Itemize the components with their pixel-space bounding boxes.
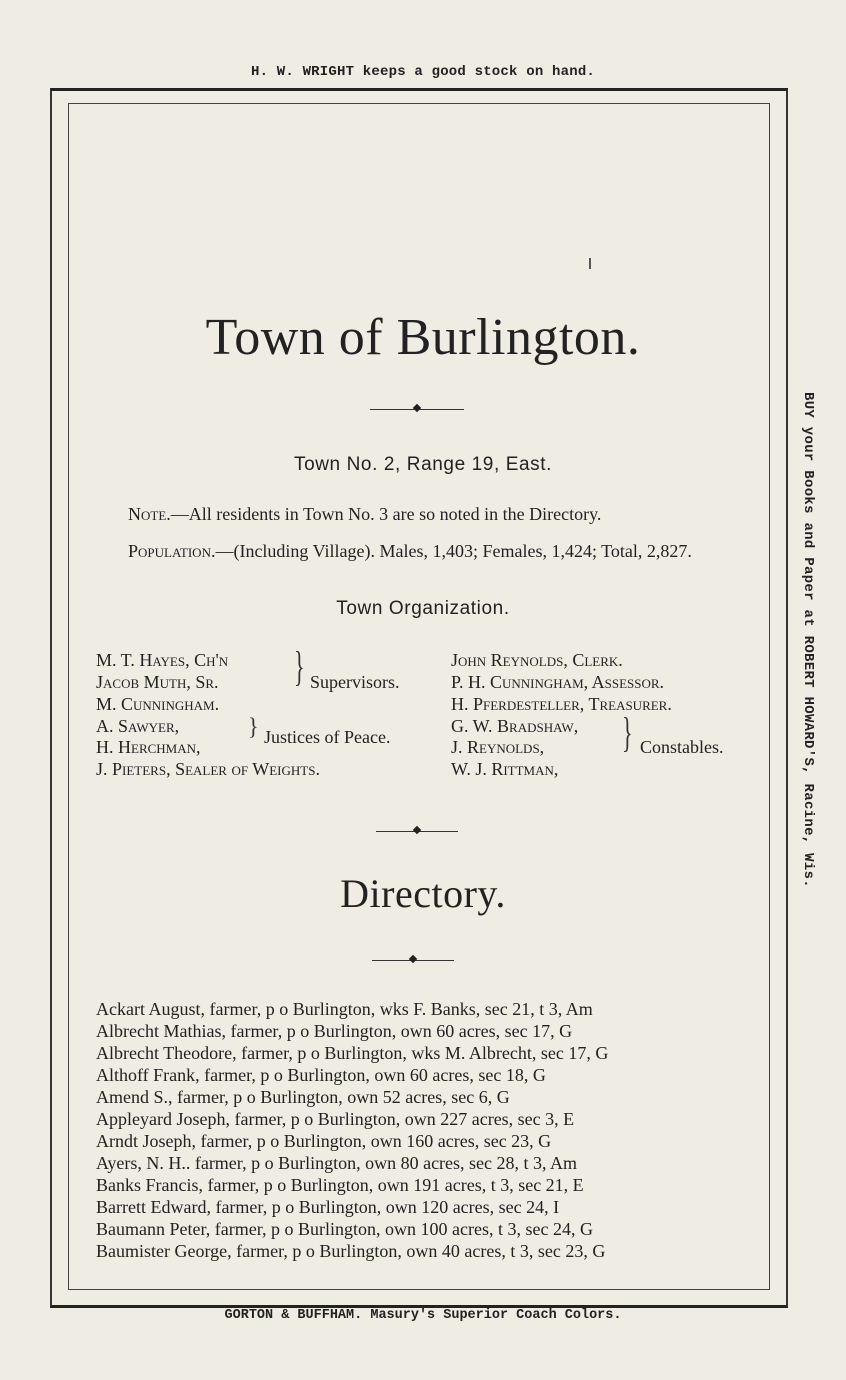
assessor: P. H. Cunningham, Assessor. — [451, 672, 665, 692]
sealer-text: J. Pieters, Sealer of Weights. — [96, 759, 320, 779]
treasurer: H. Pferdesteller, Treasurer. — [451, 694, 672, 714]
directory-entry: Ackart August, farmer, p o Burlington, wks F. Banks, sec 21, t 3, Am — [96, 999, 593, 1019]
print-mark — [589, 258, 591, 269]
organization-heading: Town Organization. — [336, 598, 510, 619]
supervisors-brace: } — [294, 642, 305, 690]
supervisor-3: M. Cunningham. — [96, 694, 220, 714]
directory-entry: Albrecht Theodore, farmer, p o Burlington, wks M. Albrecht, sec 17, G — [96, 1043, 609, 1063]
directory-entry: Banks Francis, farmer, p o Burlington, own 191 acres, t 3, sec 21, E — [96, 1175, 584, 1195]
top-advertisement: H. W. WRIGHT keeps a good stock on hand. — [250, 64, 596, 80]
constable-2: J. Reynolds, — [451, 737, 545, 757]
directory-entry: Baumister George, farmer, p o Burlington, own 40 acres, t 3, sec 23, G — [96, 1241, 606, 1261]
constables-brace: } — [622, 708, 633, 756]
supervisor-2: Jacob Muth, Sr. — [96, 672, 219, 692]
directory-entry: Appleyard Joseph, farmer, p o Burlington, own 227 acres, sec 3, E — [96, 1109, 575, 1129]
population-text: —(Including Village). Males, 1,403; Females, 1,424; Total, 2,827. — [215, 541, 692, 561]
justice-1: A. Sawyer, — [96, 716, 180, 736]
supervisor-1: M. T. Hayes, Ch'n — [96, 650, 229, 670]
justice-2: H. Herchman, — [96, 737, 201, 757]
note-paragraph — [96, 502, 744, 526]
justices-brace: } — [248, 712, 259, 741]
note-text: —All residents in Town No. 3 are so noted in the Directory. — [170, 504, 602, 524]
supervisors-label: Supervisors. — [310, 672, 400, 692]
directory-entry: Barrett Edward, farmer, p o Burlington, own 120 acres, sec 24, I — [96, 1197, 560, 1217]
directory-entry: Arndt Joseph, farmer, p o Burlington, own 160 acres, sec 23, G — [96, 1131, 552, 1151]
divider-ornament-2 — [376, 826, 458, 838]
population-label: Population. — [128, 541, 216, 561]
population-paragraph — [96, 539, 744, 563]
directory-heading: Directory. — [340, 871, 506, 916]
divider-ornament-3 — [372, 955, 454, 967]
directory-entry: Amend S., farmer, p o Burlington, own 52 acres, sec 6, G — [96, 1087, 510, 1107]
directory-entry: Althoff Frank, farmer, p o Burlington, own 60 acres, sec 18, G — [96, 1065, 546, 1085]
town-subtitle: Town No. 2, Range 19, East. — [293, 454, 553, 475]
clerk: John Reynolds, Clerk. — [451, 650, 623, 670]
directory-entry: Baumann Peter, farmer, p o Burlington, own 100 acres, t 3, sec 24, G — [96, 1219, 593, 1239]
constable-1: G. W. Bradshaw, — [451, 716, 579, 736]
directory-entry: Ayers, N. H.. farmer, p o Burlington, own 80 acres, sec 28, t 3, Am — [96, 1153, 578, 1173]
sealer-of-weights — [96, 759, 320, 781]
directory-entry: Albrecht Mathias, farmer, p o Burlington, own 60 acres, sec 17, G — [96, 1021, 573, 1041]
note-label: Note. — [128, 504, 171, 524]
constable-3: W. J. Rittman, — [451, 759, 559, 779]
constables-label: Constables. — [640, 737, 724, 757]
side-advertisement: BUY your Books and Paper at ROBERT HOWARD'S, Racine, Wis. — [800, 392, 816, 888]
justices-label: Justices of Peace. — [264, 727, 391, 747]
divider-ornament — [370, 404, 464, 416]
bottom-advertisement: GORTON & BUFFHAM. Masury's Superior Coach Colors. — [224, 1308, 622, 1323]
page-title: Town of Burlington. — [205, 309, 641, 366]
